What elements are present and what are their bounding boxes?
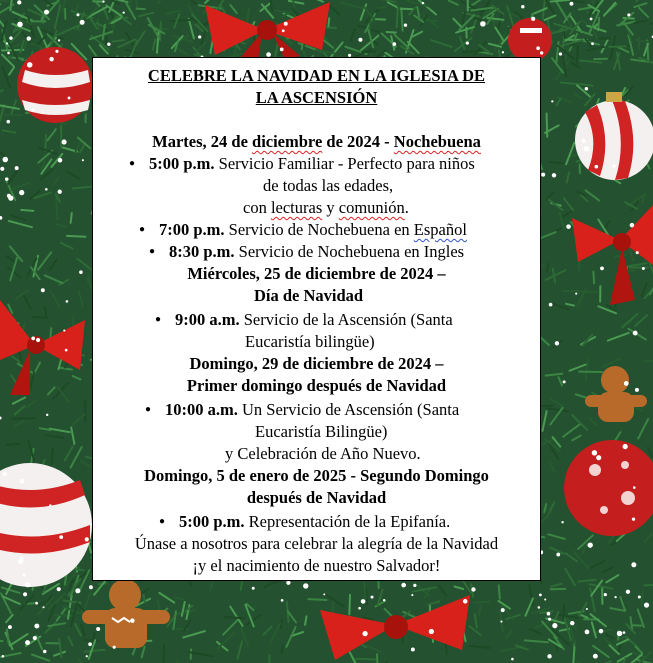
- flyer-card: [92, 57, 541, 581]
- service-item-continuation: y Celebración de Año Nuevo.: [225, 444, 421, 463]
- bullet-icon: ●: [139, 224, 146, 235]
- title-line-1: CELEBRE LA NAVIDAD EN LA IGLESIA DE: [147, 66, 486, 85]
- service-item-continuation: Eucaristía bilingüe): [245, 332, 375, 351]
- section-heading: Miércoles, 25 de diciembre de 2024 –: [187, 264, 446, 283]
- service-item-continuation: Eucaristía Bilingüe): [255, 422, 388, 441]
- bullet-icon: ●: [159, 516, 166, 527]
- section-heading: Domingo, 5 de enero de 2025 - Segundo Domingo: [144, 466, 489, 485]
- section-heading: Primer domingo después de Navidad: [186, 376, 447, 395]
- bullet-icon: ●: [155, 314, 162, 325]
- bullet-icon: ●: [149, 246, 156, 257]
- service-item: 7:00 p.m. Servicio de Nochebuena en Español: [159, 220, 467, 239]
- bullet-icon: ●: [129, 158, 136, 169]
- service-item: 8:30 p.m. Servicio de Nochebuena en Ingles: [169, 242, 465, 261]
- section-heading: Domingo, 29 de diciembre de 2024 –: [189, 354, 444, 373]
- title-line-2: LA ASCENSIÓN: [255, 88, 378, 107]
- closing-line: ¡y el nacimiento de nuestro Salvador!: [192, 556, 441, 575]
- section-heading: Martes, 24 de diciembre de 2024 - Nochebuena: [152, 132, 481, 151]
- section-heading: después de Navidad: [246, 488, 387, 507]
- closing-line: Únase a nosotros para celebrar la alegría de la Navidad: [134, 534, 499, 553]
- bullet-icon: ●: [145, 404, 152, 415]
- service-item: 5:00 p.m. Servicio Familiar - Perfecto para niños: [149, 154, 475, 173]
- service-item-continuation: de todas las edades,: [263, 176, 394, 195]
- service-item: 9:00 a.m. Servicio de la Ascensión (Santa: [175, 310, 453, 329]
- service-item-continuation: con lecturas y comunión.: [243, 198, 409, 217]
- service-item: 5:00 p.m. Representación de la Epifanía.: [179, 512, 451, 531]
- service-item: 10:00 a.m. Un Servicio de Ascensión (Santa: [165, 400, 460, 419]
- striped-ornament: [508, 18, 552, 62]
- striped-ornament: [17, 47, 93, 123]
- section-heading: Día de Navidad: [254, 286, 364, 305]
